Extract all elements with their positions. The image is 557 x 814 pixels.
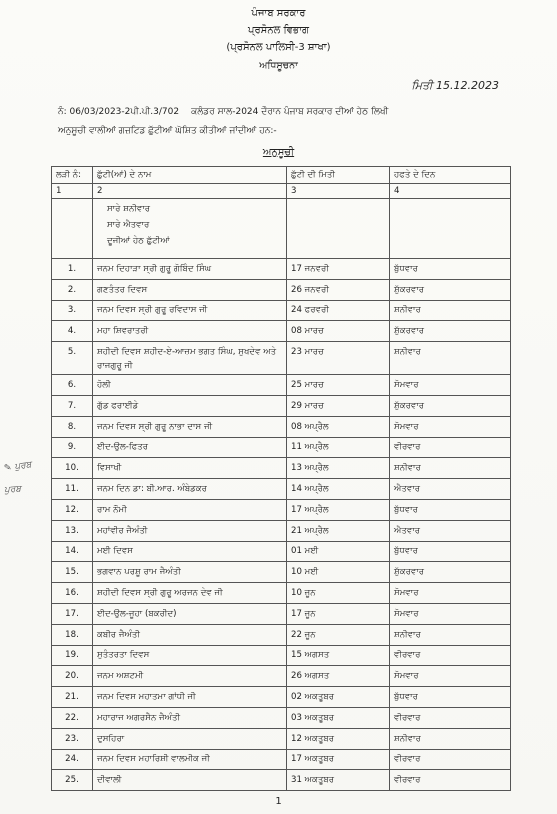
holiday-date-cell: 14 ਅਪ੍ਰੈਲ xyxy=(287,479,390,500)
table-row xyxy=(52,583,511,604)
holiday-table xyxy=(51,166,511,791)
serial-cell: 7. xyxy=(52,395,93,416)
holiday-name-cell: ਦੀਵਾਲੀ xyxy=(93,770,287,791)
holiday-name-cell: ਮਹਾਰਾਜ ਅਗਰਸੈਨ ਜੈਅੰਤੀ xyxy=(93,707,287,728)
serial-cell: 10. xyxy=(52,458,93,479)
weekday-cell: ਸ਼ਨੀਵਾਰ xyxy=(390,728,511,749)
weekday-cell: ਸੋਮਵਾਰ xyxy=(390,375,511,396)
intro-line: ਸਾਰੇ ਐਤਵਾਰ xyxy=(107,220,150,230)
holiday-name-cell: ਸ਼ਹੀਦੀ ਦਿਵਸ ਸ੍ਰੀ ਗੁਰੂ ਅਰਜਨ ਦੇਵ ਜੀ xyxy=(93,583,287,604)
holiday-name-cell: ਜਨਮ ਅਸ਼ਟਮੀ xyxy=(93,666,287,687)
weekday-cell: ਐਤਵਾਰ xyxy=(390,479,511,500)
table-row xyxy=(52,687,511,708)
holiday-date-cell: 23 ਮਾਰਚ xyxy=(287,342,390,375)
holiday-date-cell: 15 ਅਗਸਤ xyxy=(287,645,390,666)
serial-cell: 11. xyxy=(52,479,93,500)
table-row xyxy=(52,666,511,687)
table-number-row xyxy=(52,184,511,199)
holiday-name-cell: ਰਾਮ ਨੌਮੀ xyxy=(93,499,287,520)
column-number: 1 xyxy=(52,184,93,199)
holiday-name-cell: ਮਹਾ ਸ਼ਿਵਰਾਤਰੀ xyxy=(93,321,287,342)
reference-line xyxy=(58,107,388,117)
weekday-cell: ਸ਼ਨੀਵਾਰ xyxy=(390,300,511,321)
holiday-date-cell: 24 ਫਰਵਰੀ xyxy=(287,300,390,321)
table-row xyxy=(52,395,511,416)
serial-cell: 8. xyxy=(52,416,93,437)
schedule-title: ਅਨੁਸੂਚੀ xyxy=(262,147,295,158)
weekday-cell: ਸੋਮਵਾਰ xyxy=(390,416,511,437)
holiday-date-cell: 01 ਮਈ xyxy=(287,541,390,562)
weekday-cell: ਸੋਮਵਾਰ xyxy=(390,666,511,687)
serial-cell: 23. xyxy=(52,728,93,749)
table-header-row xyxy=(52,167,511,184)
serial-cell: 21. xyxy=(52,687,93,708)
holiday-date-cell: 17 ਜਨਵਰੀ xyxy=(287,259,390,280)
table-row xyxy=(52,300,511,321)
table-row xyxy=(52,541,511,562)
intro-line: ਸਾਰੇ ਸ਼ਨੀਵਾਰ xyxy=(107,204,151,214)
weekday-cell: ਸ਼ੁੱਕਰਵਾਰ xyxy=(390,562,511,583)
holiday-name-cell: ਈਦ-ਉਲ-ਫਿਤਰ xyxy=(93,437,287,458)
intro-line: ਦੂਜੀਆਂ ਹੇਠ ਛੁੱਟੀਆਂ xyxy=(107,236,170,246)
weekday-cell: ਸ਼ੁੱਕਰਵਾਰ xyxy=(390,395,511,416)
serial-cell: 18. xyxy=(52,624,93,645)
weekday-cell: ਸੋਮਵਾਰ xyxy=(390,583,511,604)
serial-cell: 5. xyxy=(52,342,93,375)
serial-cell: 22. xyxy=(52,707,93,728)
weekday-cell: ਵੀਰਵਾਰ xyxy=(390,437,511,458)
serial-cell: 2. xyxy=(52,279,93,300)
reference-calendar-text: ਕਲੰਡਰ ਸਾਲ-2024 ਦੌਰਾਨ ਪੰਜਾਬ ਸਰਕਾਰ ਦੀਆਂ ਹੇਠ ਲਿਖੀ xyxy=(191,107,389,117)
serial-cell: 20. xyxy=(52,666,93,687)
weekday-cell: ਸੋਮਵਾਰ xyxy=(390,603,511,624)
holiday-date-cell: 02 ਅਕਤੂਬਰ xyxy=(287,687,390,708)
holiday-date-cell: 13 ਅਪ੍ਰੈਲ xyxy=(287,458,390,479)
intro-lines-cell xyxy=(93,199,287,259)
serial-cell: 6. xyxy=(52,375,93,396)
holiday-date-cell: 12 ਅਕਤੂਬਰ xyxy=(287,728,390,749)
serial-cell: 1. xyxy=(52,259,93,280)
notification-date: ਮਿਤੀ 15.12.2023 xyxy=(411,79,499,92)
table-row xyxy=(52,707,511,728)
margin-handwriting: ਪੁਰਬ xyxy=(3,484,22,496)
header-serial: ਲੜੀ ਨੰ: xyxy=(52,167,93,184)
holiday-date-cell: 11 ਅਪ੍ਰੈਲ xyxy=(287,437,390,458)
holiday-name-cell: ਜਨਮ ਦਿਨ ਡਾ: ਬੀ.ਆਰ. ਅੰਬੇਡਕਰ xyxy=(93,479,287,500)
table-row xyxy=(52,770,511,791)
table-row xyxy=(52,520,511,541)
margin-handwriting: ✎ ਪੁਰਬ xyxy=(3,460,32,474)
serial-cell: 14. xyxy=(52,541,93,562)
holiday-name-cell: ਗਣਤੰਤਰ ਦਿਵਸ xyxy=(93,279,287,300)
holiday-name-cell: ਸੁਤੰਤਰਤਾ ਦਿਵਸ xyxy=(93,645,287,666)
header-holiday-date: ਛੁੱਟੀ ਦੀ ਮਿਤੀ xyxy=(287,167,390,184)
holiday-date-cell: 26 ਅਗਸਤ xyxy=(287,666,390,687)
header-weekday: ਹਫਤੇ ਦੇ ਦਿਨ xyxy=(390,167,511,184)
holiday-name-cell: ਕਬੀਰ ਜੈਅੰਤੀ xyxy=(93,624,287,645)
weekday-cell: ਬੁੱਧਵਾਰ xyxy=(390,541,511,562)
header-holiday-name: ਛੁੱਟੀ(ਆਂ) ਦੇ ਨਾਮ xyxy=(93,167,287,184)
holiday-date-cell: 10 ਮਈ xyxy=(287,562,390,583)
table-row xyxy=(52,728,511,749)
holiday-date-cell: 17 ਅਕਤੂਬਰ xyxy=(287,749,390,770)
serial-cell: 4. xyxy=(52,321,93,342)
serial-cell: 13. xyxy=(52,520,93,541)
column-number: 4 xyxy=(390,184,511,199)
weekday-cell: ਐਤਵਾਰ xyxy=(390,520,511,541)
table-row xyxy=(52,458,511,479)
serial-cell: 17. xyxy=(52,603,93,624)
table-row xyxy=(52,624,511,645)
weekday-cell: ਵੀਰਵਾਰ xyxy=(390,770,511,791)
serial-cell: 15. xyxy=(52,562,93,583)
table-row xyxy=(52,416,511,437)
weekday-cell: ਸ਼ਨੀਵਾਰ xyxy=(390,624,511,645)
holiday-date-cell: 08 ਮਾਰਚ xyxy=(287,321,390,342)
holiday-date-cell: 03 ਅਕਤੂਬਰ xyxy=(287,707,390,728)
header-branch: (ਪ੍ਰਸੋਨਲ ਪਾਲਿਸੀ-3 ਸ਼ਾਖਾ) xyxy=(226,42,331,53)
header-government: ਪੰਜਾਬ ਸਰਕਾਰ xyxy=(251,8,306,19)
holiday-name-cell: ਮਈ ਦਿਵਸ xyxy=(93,541,287,562)
reference-number: ਨੰ: 06/03/2023-2ਪੀ.ਪੀ.3/702 xyxy=(58,107,180,117)
weekday-cell: ਸ਼ਨੀਵਾਰ xyxy=(390,342,511,375)
header-department: ਪ੍ਰਸੋਨਲ ਵਿਭਾਗ xyxy=(248,25,309,36)
column-number: 2 xyxy=(93,184,287,199)
serial-cell: 9. xyxy=(52,437,93,458)
table-row xyxy=(52,342,511,375)
holiday-date-cell: 22 ਜੂਨ xyxy=(287,624,390,645)
holiday-name-cell: ਜਨਮ ਦਿਵਸ ਸ੍ਰੀ ਗੁਰੂ ਨਾਭਾ ਦਾਸ ਜੀ xyxy=(93,416,287,437)
holiday-name-cell: ਜਨਮ ਦਿਹਾੜਾ ਸ੍ਰੀ ਗੁਰੂ ਗੋਬਿੰਦ ਸਿੰਘ xyxy=(93,259,287,280)
table-row xyxy=(52,321,511,342)
holiday-name-cell: ਮਹਾਂਵੀਰ ਜੈਅੰਤੀ xyxy=(93,520,287,541)
serial-cell: 12. xyxy=(52,499,93,520)
holiday-name-cell: ਜਨਮ ਦਿਵਸ ਮਹਾਤਮਾ ਗਾਂਧੀ ਜੀ xyxy=(93,687,287,708)
holiday-name-cell: ਵਿਸਾਖੀ xyxy=(93,458,287,479)
weekday-cell: ਬੁੱਧਵਾਰ xyxy=(390,687,511,708)
holiday-name-cell: ਭਗਵਾਨ ਪਰਸ਼ੂ ਰਾਮ ਜੈਅੰਤੀ xyxy=(93,562,287,583)
holiday-name-cell: ਸ਼ਹੀਦੀ ਦਿਵਸ ਸ਼ਹੀਦ-ਏ-ਆਜ਼ਮ ਭਗਤ ਸਿੰਘ, ਸੁਖਦੇਵ ਅਤੇ ਰਾਜਗੁਰੂ ਜੀ xyxy=(93,342,287,375)
holiday-date-cell: 08 ਅਪ੍ਰੈਲ xyxy=(287,416,390,437)
header-notification: ਅਧਿਸੂਚਨਾ xyxy=(259,60,298,71)
serial-cell: 16. xyxy=(52,583,93,604)
table-row xyxy=(52,479,511,500)
weekday-cell: ਵੀਰਵਾਰ xyxy=(390,707,511,728)
holiday-date-cell: 26 ਜਨਵਰੀ xyxy=(287,279,390,300)
table-row xyxy=(52,437,511,458)
holiday-date-cell: 29 ਮਾਰਚ xyxy=(287,395,390,416)
weekday-cell: ਵੀਰਵਾਰ xyxy=(390,645,511,666)
holiday-date-cell: 31 ਅਕਤੂਬਰ xyxy=(287,770,390,791)
table-row xyxy=(52,645,511,666)
table-row xyxy=(52,562,511,583)
holiday-name-cell: ਹੋਲੀ xyxy=(93,375,287,396)
column-number: 3 xyxy=(287,184,390,199)
weekday-cell: ਵੀਰਵਾਰ xyxy=(390,749,511,770)
holiday-date-cell: 25 ਮਾਰਚ xyxy=(287,375,390,396)
weekday-cell: ਬੁੱਧਵਾਰ xyxy=(390,499,511,520)
serial-cell: 19. xyxy=(52,645,93,666)
serial-cell: 3. xyxy=(52,300,93,321)
table-row xyxy=(52,603,511,624)
weekday-cell: ਸ਼ੁੱਕਰਵਾਰ xyxy=(390,279,511,300)
table-row xyxy=(52,259,511,280)
weekday-cell: ਸ਼ੁੱਕਰਵਾਰ xyxy=(390,321,511,342)
page-number: 1 xyxy=(275,796,282,807)
table-intro-row xyxy=(52,199,511,259)
holiday-name-cell: ਗੁੱਡ ਫਰਾਈਡੇ xyxy=(93,395,287,416)
intro-text: ਅਨੁਸੂਚੀ ਵਾਲੀਆਂ ਗਜ਼ਟਿਡ ਛੁੱਟੀਆਂ ਘੋਸ਼ਿਤ ਕੀਤੀਆਂ ਜਾਂਦੀਆਂ ਹਨ:- xyxy=(58,126,277,136)
table-row xyxy=(52,279,511,300)
table-row xyxy=(52,749,511,770)
table-row xyxy=(52,375,511,396)
holiday-date-cell: 21 ਅਪ੍ਰੈਲ xyxy=(287,520,390,541)
holiday-name-cell: ਜਨਮ ਦਿਵਸ ਸ੍ਰੀ ਗੁਰੂ ਰਵਿਦਾਸ ਜੀ xyxy=(93,300,287,321)
holiday-date-cell: 17 ਜੂਨ xyxy=(287,603,390,624)
table-row xyxy=(52,499,511,520)
weekday-cell: ਸ਼ਨੀਵਾਰ xyxy=(390,458,511,479)
holiday-name-cell: ਦੁਸਹਿਰਾ xyxy=(93,728,287,749)
serial-cell: 25. xyxy=(52,770,93,791)
holiday-name-cell: ਜਨਮ ਦਿਵਸ ਮਹਾਰਿਸ਼ੀ ਵਾਲਮੀਕ ਜੀ xyxy=(93,749,287,770)
serial-cell: 24. xyxy=(52,749,93,770)
holiday-date-cell: 17 ਅਪ੍ਰੈਲ xyxy=(287,499,390,520)
holiday-name-cell: ਈਦ-ਉਲ-ਜੂਹਾ (ਬਕਰੀਦ) xyxy=(93,603,287,624)
weekday-cell: ਬੁੱਧਵਾਰ xyxy=(390,259,511,280)
holiday-date-cell: 10 ਜੂਨ xyxy=(287,583,390,604)
